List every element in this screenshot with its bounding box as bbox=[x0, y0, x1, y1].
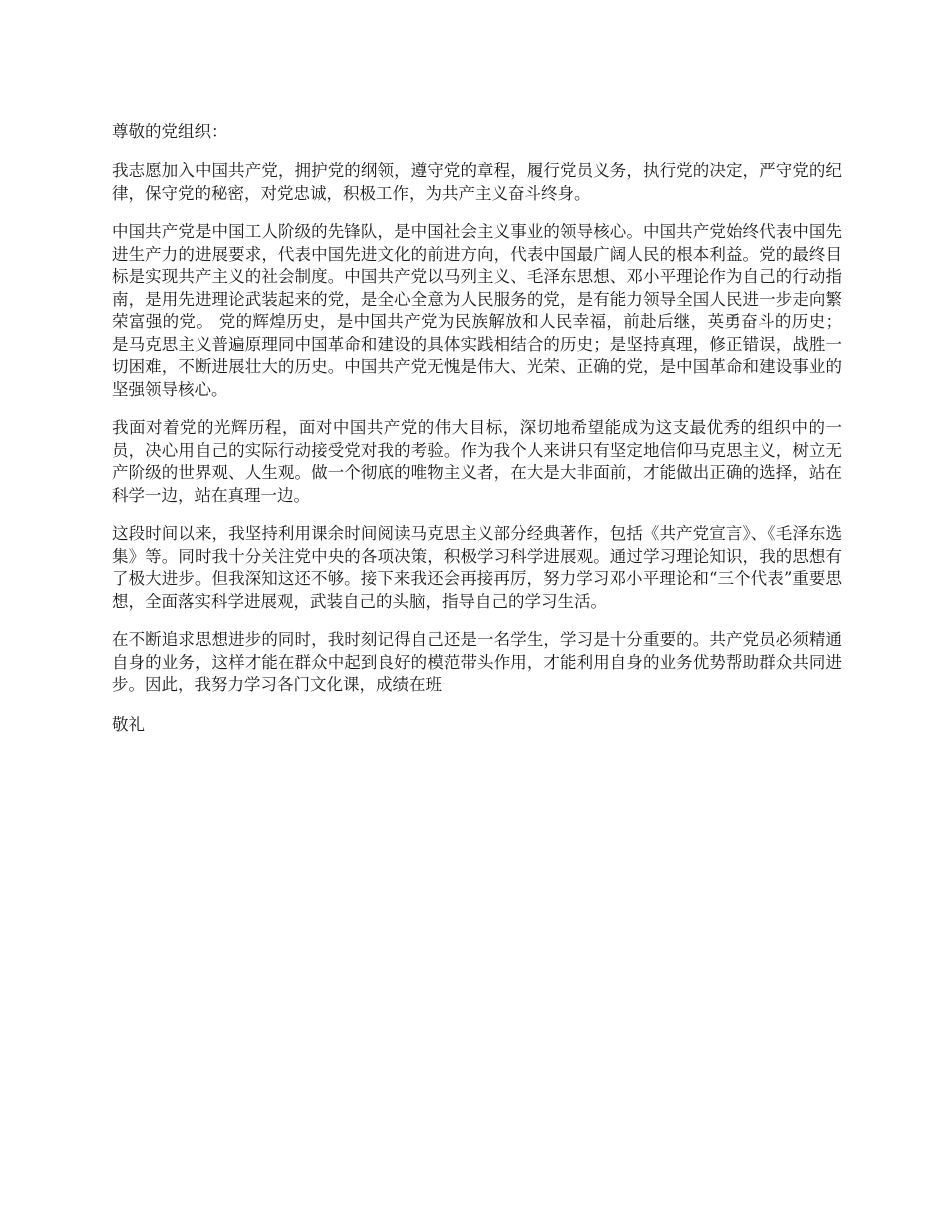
letter-paragraph-party-nature: 中国共产党是中国工人阶级的先锋队，是中国社会主义事业的领导核心。中国共产党始终代表中国先进生产力的进展要求，代表中国先进文化的前进方向，代表中国最广阔人民的根本利益。党的最终目标是实现共产主义的社会制度。中国共产党以马列主义、毛泽东思想、邓小平理论作为自己的行动指南，是用先进理论武装起来的党，是全心全意为人民服务的党，是有能力领导全国人民进一步走向繁荣富强的党。 党的辉煌历史，是中国共产党为民族解放和人民幸福，前赴后继，英勇奋斗的历史；是马克思主义普遍原理同中国革命和建设的具体实践相结合的历史；是坚持真理，修正错误，战胜一切困难，不断进展壮大的历史。中国共产党无愧是伟大、光荣、正确的党，是中国革命和建设事业的坚强领导核心。 bbox=[112, 222, 842, 399]
letter-paragraph-pledge: 我志愿加入中国共产党，拥护党的纲领，遵守党的章程，履行党员义务，执行党的决定，严守党的纪律，保守党的秘密，对党忠诚，积极工作，为共产主义奋斗终身。 bbox=[112, 161, 842, 203]
letter-page bbox=[112, 120, 842, 737]
letter-paragraph-study: 这段时间以来，我坚持利用课余时间阅读马克思主义部分经典著作，包括《共产党宣言》、《毛泽东选集》等。同时我十分关注党中央的各项决策，积极学习科学进展观。通过学习理论知识，我的思想有了极大进步。但我深知这还不够。接下来我还会再接再厉，努力学习邓小平理论和“三个代表”重要思想，全面落实科学进展观，武装自己的头脑，指导自己的学习生活。 bbox=[112, 524, 842, 611]
letter-salutation: 尊敬的党组织： bbox=[112, 122, 228, 141]
letter-closing: 敬礼 bbox=[112, 714, 145, 734]
letter-paragraph-academics: 在不断追求思想进步的同时，我时刻记得自己还是一名学生，学习是十分重要的。共产党员必须精通自身的业务，这样才能在群众中起到良好的模范带头作用，才能利用自身的业务优势帮助群众共同进步。因此，我努力学习各门文化课，成绩在班 bbox=[112, 630, 842, 694]
letter-paragraph-resolve: 我面对着党的光辉历程，面对中国共产党的伟大目标，深切地希望能成为这支最优秀的组织中的一员，决心用自己的实际行动接受党对我的考验。作为我个人来讲只有坚定地信仰马克思主义，树立无产阶级的世界观、人生观。做一个彻底的唯物主义者，在大是大非面前，才能做出正确的选择，站在科学一边，站在真理一边。 bbox=[112, 418, 842, 505]
